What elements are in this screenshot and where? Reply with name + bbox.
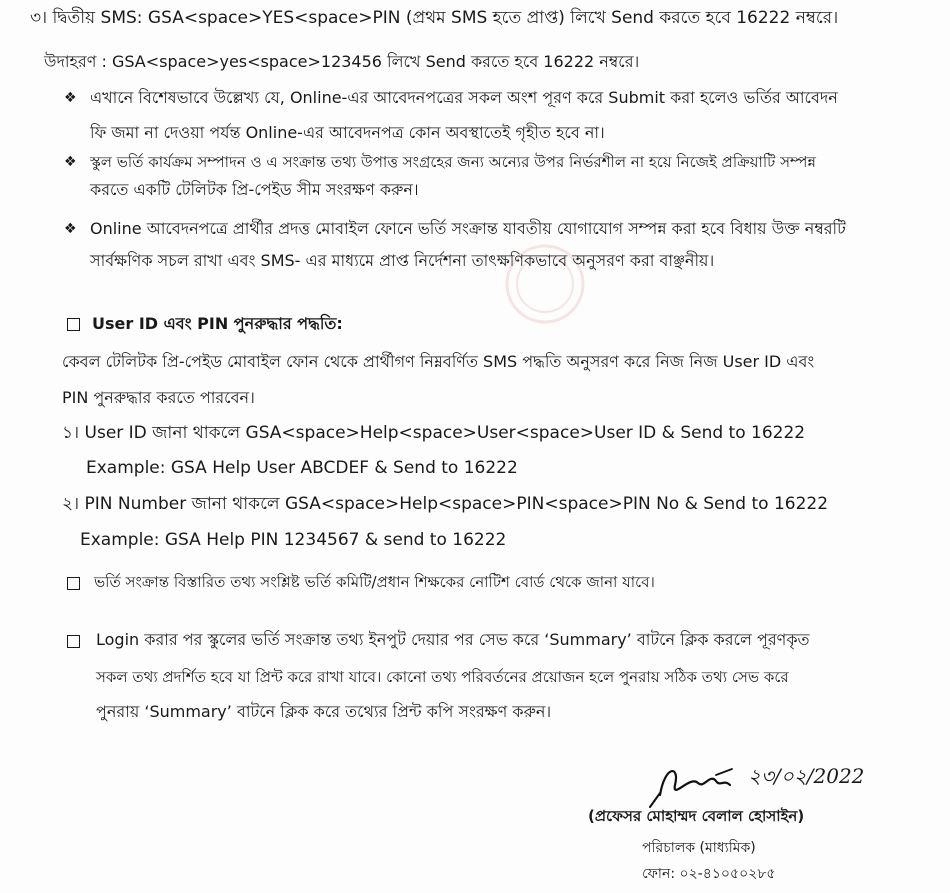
bullet-2-line-2: করতে একটি টেলিটক প্রি-পেইড সীম সংরক্ষণ করুন। (90, 180, 419, 199)
recovery-para-line-1: কেবল টেলিটক প্রি-পেইড মোবাইল ফোন থেকে প্রার্থীগণ নিম্নবর্ণিত SMS পদ্ধতি অনুসরণ করে নিজ নিজ User ID এবং (62, 352, 815, 371)
bullet-3-line-2: সার্বক্ষণিক সচল রাখা এবং SMS- এর মাধ্যমে প্রাপ্ত নির্দেশনা তাৎক্ষণিকভাবে অনুসরণ করা বাঞ্ছনীয়। (90, 251, 715, 270)
bullet-1-line-2: ফি জমা না দেওয়া পর্যন্ত Online-এর আবেদনপত্র কোন অবস্থাতেই গৃহীত হবে না। (90, 123, 605, 142)
notice-text: ভর্তি সংক্রান্ত বিস্তারিত তথ্য সংশ্লিষ্ট ভর্তি কমিটি/প্রধান শিক্ষকের নোটিশ বোর্ড থেকে জানা যাবে। (94, 573, 655, 591)
login-line-3: পুনরায় ‘Summary’ বাটনে ক্লিক করে তথ্যের প্রিন্ট কপি সংরক্ষণ করুন। (96, 702, 552, 721)
recovery-step-2-example: Example: GSA Help PIN 1234567 & send to 16222 (80, 530, 507, 550)
login-line-1: Login করার পর স্কুলের ভর্তি সংক্রান্ত তথ্য ইনপুট দেয়ার পর সেভ করে ‘Summary’ বাটনে ক্লিক করলে পূরণকৃত (96, 630, 810, 649)
signature-date: ২৩/০২/2022 (748, 764, 865, 788)
heading-checkbox-icon (67, 318, 80, 331)
bullet-3-line-1: Online আবেদনপত্রে প্রার্থীর প্রদত্ত মোবাইল ফোনে ভর্তি সংক্রান্ত যাবতীয় যোগাযোগ সম্পন্ন করা হবে বিধায় উক্ত নম্বরটি (90, 219, 846, 238)
bullet-3-icon: ❖ (64, 221, 77, 237)
bullet-1-icon: ❖ (64, 90, 77, 106)
bullet-1-line-1: এখানে বিশেষভাবে উল্লেখ্য যে, Online-এর আবেদনপত্রের সকল অংশ পূরণ করে Submit করা হলেও ভর্তির আবেদন (90, 88, 838, 107)
recovery-step-1: ১। User ID জানা থাকলে GSA<space>Help<space>User<space>User ID & Send to 16222 (62, 423, 806, 443)
recovery-para-line-2: PIN পুনরুদ্ধার করতে পারবেন। (62, 388, 255, 407)
signatory-phone: ফোন: ০২-৪১০৫০২৮৫ (642, 866, 776, 882)
signatory-name: (প্রফেসর মোহাম্মদ বেলাল হোসাইন) (588, 807, 805, 825)
login-line-2: সকল তথ্য প্রদর্শিত হবে যা প্রিন্ট করে রাখা যাবে। কোনো তথ্য পরিবর্তনের প্রয়োজন হলে পুনরায় সঠিক তথ্য সেভ করে (96, 668, 789, 686)
recovery-heading: User ID এবং PIN পুনরুদ্ধার পদ্ধতি: (92, 314, 343, 333)
intro-line-2: উদাহরণ : GSA<space>yes<space>123456 লিখে Send করতে হবে 16222 নম্বরে। (44, 52, 640, 71)
bullet-2-icon: ❖ (64, 154, 77, 170)
recovery-step-2: ২। PIN Number জানা থাকলে GSA<space>Help<space>PIN<space>PIN No & Send to 16222 (62, 494, 829, 514)
bullet-2-line-1: স্কুল ভর্তি কার্যক্রম সম্পাদন ও এ সংক্রান্ত তথ্য উপাত্ত সংগ্রহের জন্য অন্যের উপর নির্ভরশীল না হয়ে নিজেই প্রক্রিয়াটি সম্পন্ন (90, 153, 816, 171)
intro-line-1: ৩। দ্বিতীয় SMS: GSA<space>YES<space>PIN (প্রথম SMS হতে প্রাপ্ত) লিখে Send করতে হবে 16222 নম্বরে। (30, 8, 839, 28)
notice-checkbox-icon (67, 577, 80, 590)
signatory-title: পরিচালক (মাধ্যমিক) (642, 840, 756, 856)
recovery-step-1-example: Example: GSA Help User ABCDEF & Send to 16222 (86, 458, 518, 478)
login-checkbox-icon (67, 635, 80, 648)
